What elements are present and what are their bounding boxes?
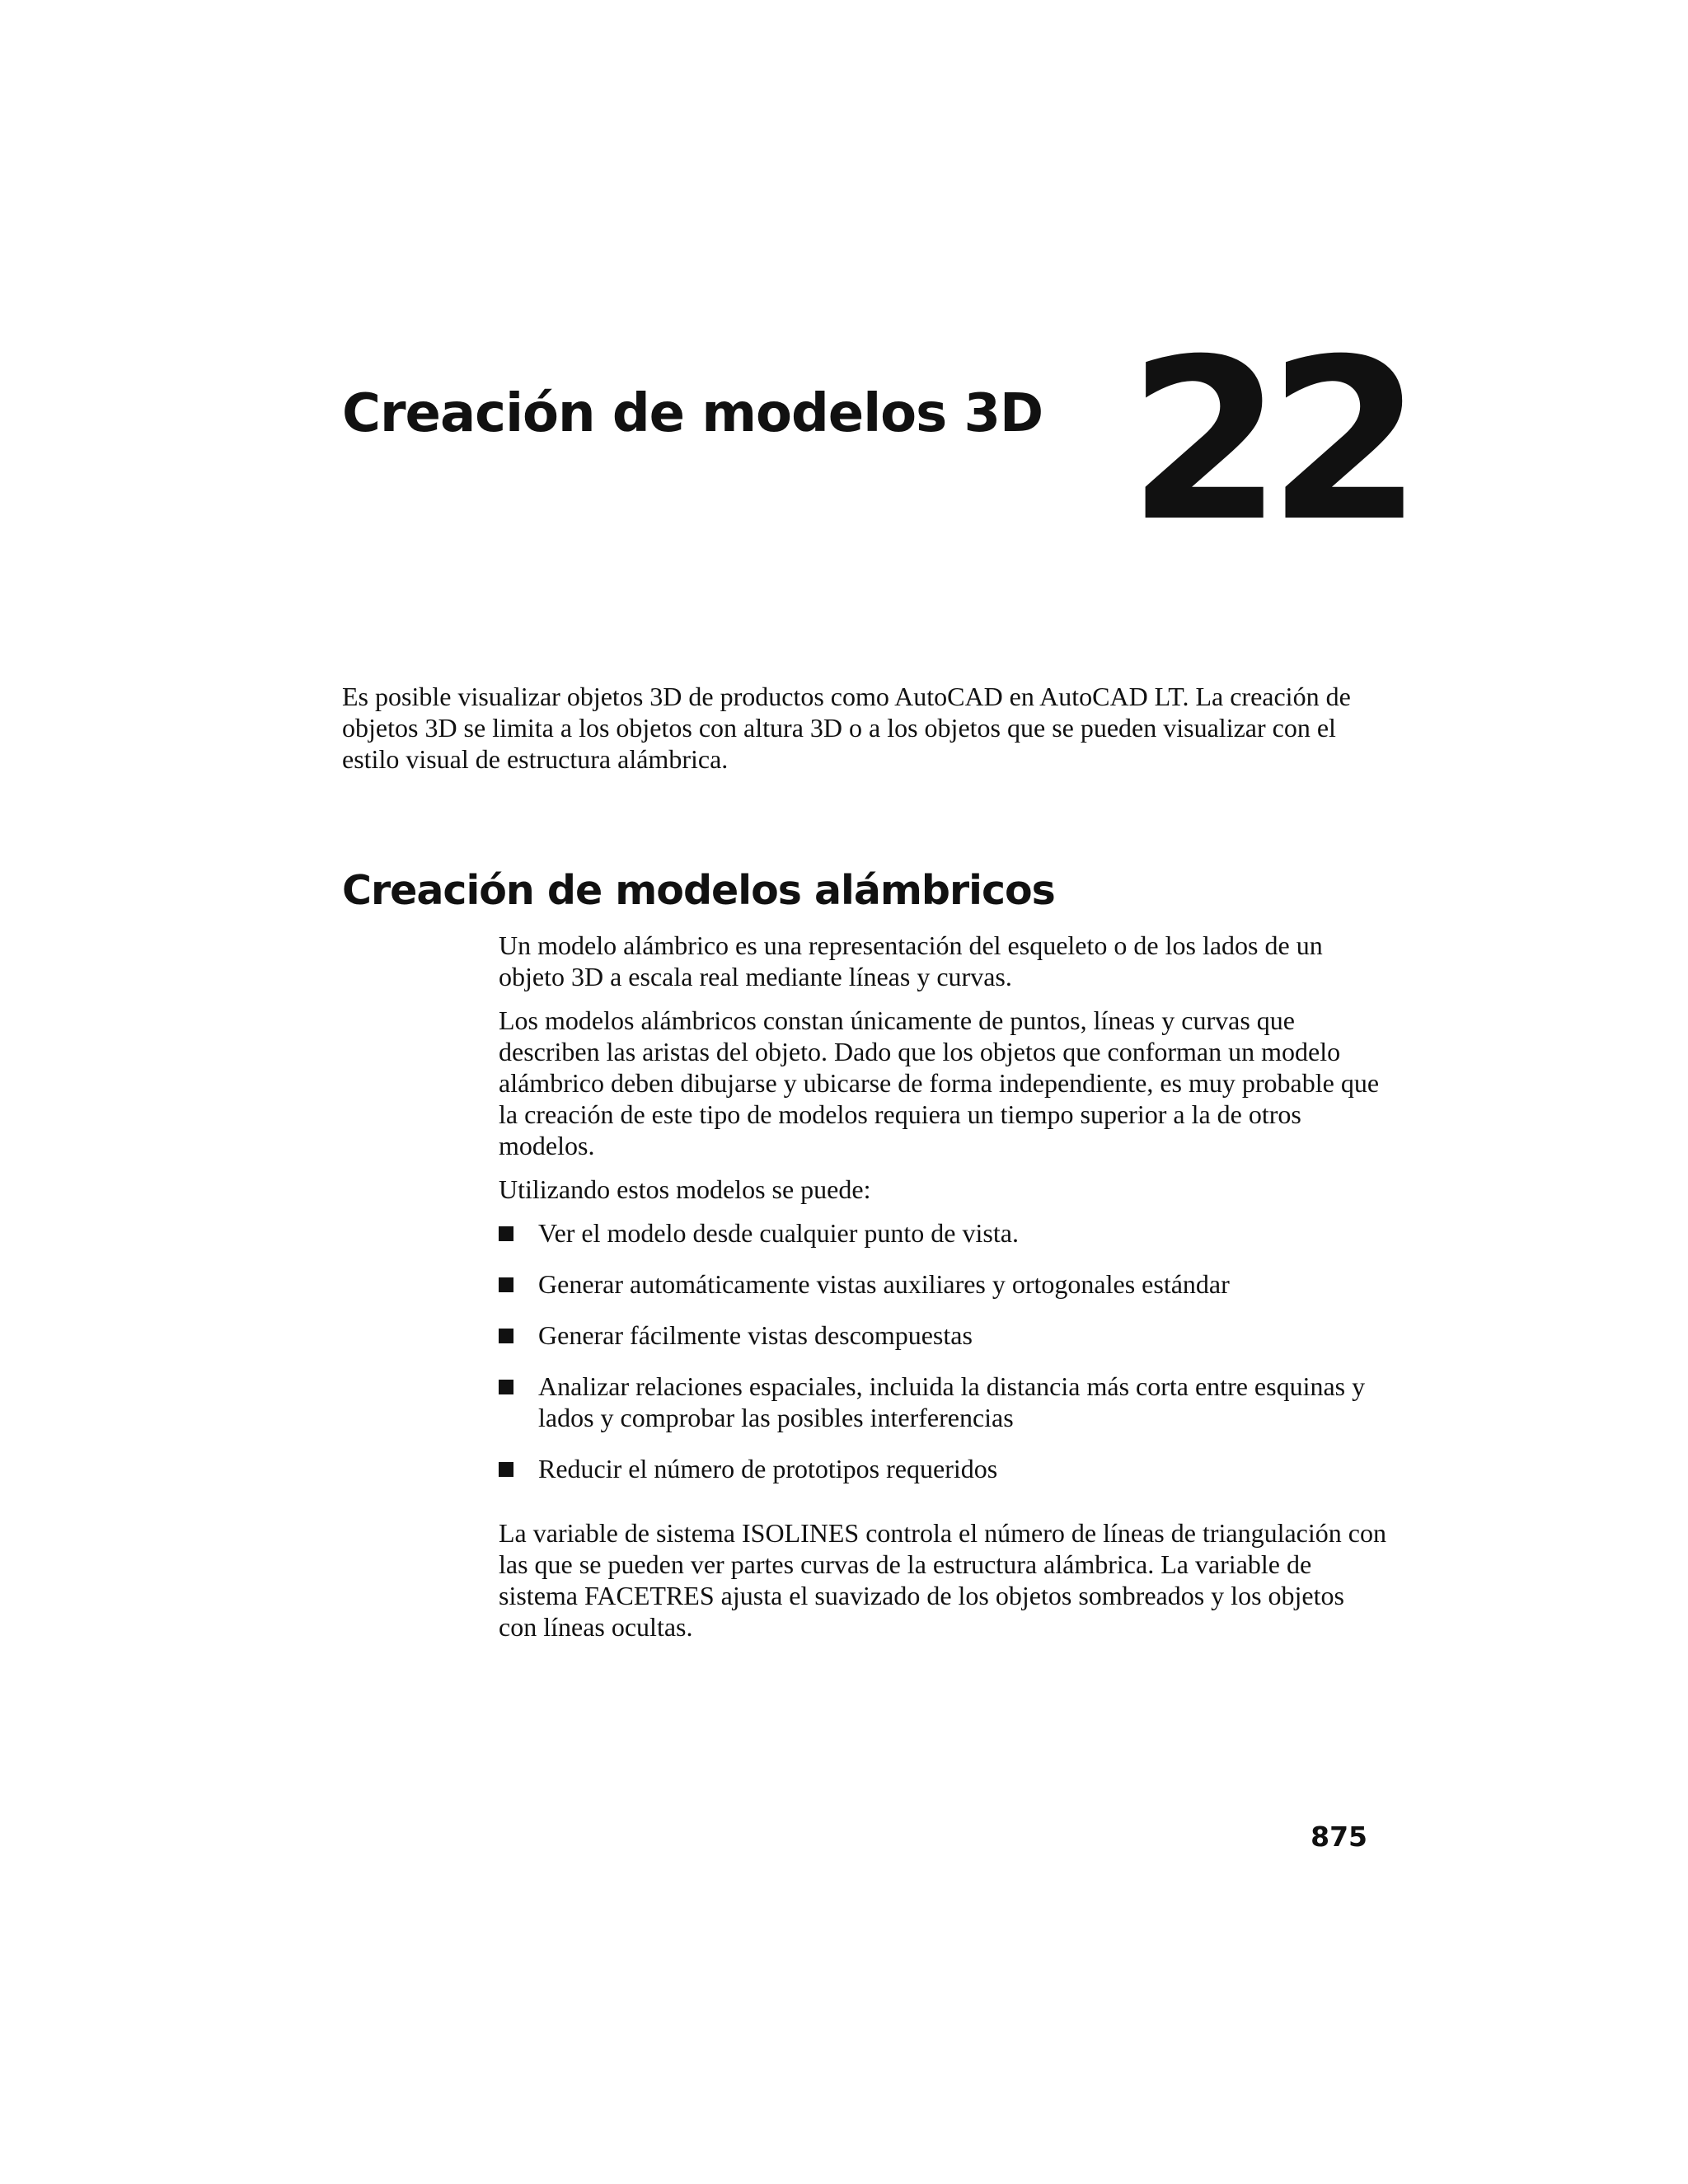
page-number: 875 (1311, 1821, 1367, 1853)
bullet-text: Ver el modelo desde cualquier punto de vista. (538, 1218, 1019, 1248)
bullet-item (499, 1453, 1389, 1484)
section-heading: Creación de modelos alámbricos (342, 867, 1055, 914)
body-paragraph: Los modelos alámbricos constan únicamente de puntos, líneas y curvas que describen las aristas del objeto. Dado que los objetos que conforman un modelo alámbrico deben dibujarse y ubicarse de forma independiente, es muy probable que la creación de este tipo de modelos requiera un tiempo superior a la de otros modelos. (499, 1005, 1380, 1160)
bullet-text: Analizar relaciones espaciales, incluida la distancia más corta entre esquinas y lados y comprobar las posibles interferencias (538, 1371, 1366, 1432)
chapter-title: Creación de modelos 3D (342, 383, 1043, 444)
bullet-item (499, 1319, 1389, 1351)
bullet-text: Reducir el número de prototipos requeridos (538, 1454, 998, 1483)
chapter-number: 22 (1128, 311, 1408, 570)
bullet-list (499, 1217, 1389, 1484)
square-bullet-icon (499, 1462, 513, 1477)
body-paragraph: Un modelo alámbrico es una representación del esqueleto o de los lados de un objeto 3D a escala real mediante líneas y curvas. (499, 930, 1323, 991)
bullet-item (499, 1268, 1389, 1300)
bullet-text: Generar fácilmente vistas descompuestas (538, 1320, 973, 1350)
square-bullet-icon (499, 1380, 513, 1394)
intro-paragraph: Es posible visualizar objetos 3D de productos como AutoCAD en AutoCAD LT. La creación de objetos 3D se limita a los objetos con altura 3D o a los objetos que se pueden visualizar con el estilo visual de estructura alámbrica. (342, 682, 1351, 774)
square-bullet-icon (499, 1329, 513, 1343)
section-body (499, 930, 1389, 1655)
closing-paragraph: La variable de sistema ISOLINES controla el número de líneas de triangulación con las que se pueden ver partes curvas de la estructura alámbrica. La variable de sistema FACETRES ajusta el suavizado de los objetos sombreados y los objetos con líneas ocultas. (499, 1518, 1386, 1642)
square-bullet-icon (499, 1277, 513, 1292)
body-paragraph: Utilizando estos modelos se puede: (499, 1174, 871, 1204)
bullet-text: Generar automáticamente vistas auxiliares y ortogonales estándar (538, 1269, 1230, 1299)
bullet-item (499, 1217, 1389, 1249)
square-bullet-icon (499, 1226, 513, 1241)
bullet-item (499, 1371, 1389, 1433)
